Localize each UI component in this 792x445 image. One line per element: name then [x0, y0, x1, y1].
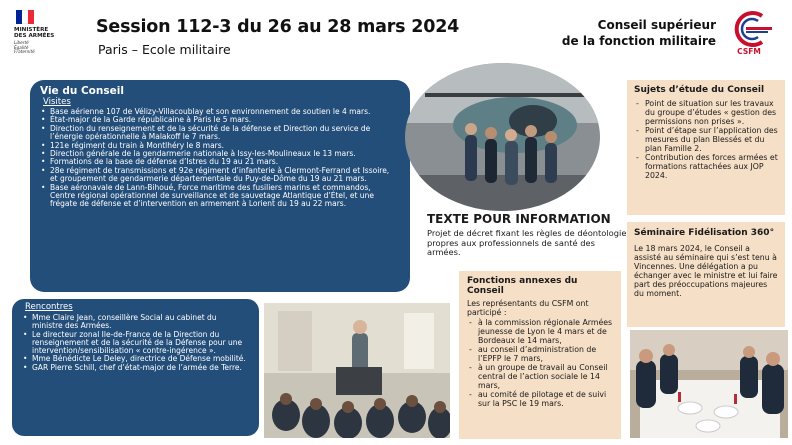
seminaire-box	[627, 222, 785, 327]
list-item: - Point d’étape sur l’application des mesures du plan Blessés et du plan Famille 2.	[634, 126, 779, 153]
list-item: • Mme Claire Jean, conseillère Social au cabinet du ministre des Armées.	[22, 314, 249, 331]
seminaire-body: Le 18 mars 2024, le Conseil a assisté au séminaire qui s’est tenu à Vincennes. Une délégation a pu échanger avec le ministre et lui faire part des préoccupations majeures du moment.	[634, 244, 778, 298]
ministry-motto: Liberté Égalité Fraternité	[14, 39, 35, 55]
list-item: • Base aérienne 107 de Vélizy-Villacoublay et son environnement de soutien le 4 mars.	[40, 108, 398, 116]
list-item: - Point de situation sur les travaux du groupe d’études « gestion des permissions non prises ».	[634, 99, 779, 126]
list-item: • Direction du renseignement et de la sécurité de la défense et Direction du service de l’énergie opérationnelle à Malakoff le 7 mars.	[40, 125, 398, 142]
list-item: - Contribution des forces armées et formations rattachées aux JOP 2024.	[634, 153, 779, 180]
fonctions-annexes-list	[467, 318, 615, 408]
list-item: - au conseil d’administration de l’EPFP le 7 mars,	[467, 345, 615, 363]
csfm-logo	[722, 10, 776, 58]
rencontres-label: Rencontres	[25, 302, 73, 312]
list-item: • Direction générale de la gendarmerie nationale à Issy-les-Moulineaux le 13 mars.	[40, 150, 398, 158]
list-item: - au comité de pilotage et de suivi sur la PSC le 19 mars.	[467, 390, 615, 408]
list-item: • Le directeur zonal Ile-de-France de la Direction du renseignement et de la sécurité de la Défense pour une intervention/sensibilisation « contre-ingérence ».	[22, 331, 249, 356]
ministry-name: MINISTÈRE DES ARMÉES	[14, 27, 55, 40]
ministry-logo	[14, 10, 74, 62]
conference-photo	[264, 303, 450, 438]
list-item: • GAR Pierre Schill, chef d’état-major de l’armée de Terre.	[22, 364, 249, 372]
list-item: • État-major de la Garde républicaine à Paris le 5 mars.	[40, 116, 398, 124]
page-subtitle: Paris – Ecole militaire	[98, 42, 231, 57]
list-item: • Formations de la base de défense d’Istres du 19 au 21 mars.	[40, 158, 398, 166]
vie-du-conseil-box	[30, 80, 410, 292]
helicopter-visit-photo	[405, 63, 600, 211]
list-item: • Mme Bénédicte Le Deley, directrice de Défense mobilité.	[22, 355, 249, 363]
visites-list	[40, 108, 398, 209]
list-item: • Base aéronavale de Lann-Bihoué, Force maritime des fusiliers marins et commandos, Centre régional opérationnel de surveillance et de sauvetage Atlantique d’Étel, et une frégate de défense et d’intervention en armement à Lorient du 19 au 22 mars.	[40, 184, 398, 209]
fonctions-annexes-box	[459, 271, 621, 439]
list-item: • 121e régiment du train à Montlhéry le 8 mars.	[40, 142, 398, 150]
seminaire-title: Séminaire Fidélisation 360°	[634, 228, 775, 238]
sujets-etude-list	[634, 99, 779, 180]
csfm-logo-text: CSFM	[737, 47, 761, 56]
rencontres-box	[12, 299, 259, 436]
csfm-emblem-icon	[722, 10, 776, 48]
page-title: Session 112-3 du 26 au 28 mars 2024	[96, 17, 460, 37]
sujets-etude-box	[627, 80, 785, 215]
visites-label: Visites	[43, 97, 71, 107]
org-name: Conseil supérieur de la fonction militaire	[561, 18, 716, 48]
seminar-dinner-photo	[630, 330, 788, 438]
info-title: TEXTE POUR INFORMATION	[427, 212, 611, 226]
list-item: - à la commission régionale Armées jeunesse de Lyon le 4 mars et de Bordeaux le 14 mars,	[467, 318, 615, 345]
list-item: • 28e régiment de transmissions et 92e régiment d’infanterie à Clermont-Ferrand et Issoire, et groupement de gendarmerie départementale du Puy-de-Dôme du 19 au 21 mars.	[40, 167, 398, 184]
info-body: Projet de décret fixant les règles de déontologie propres aux professionnels de santé des armées.	[427, 228, 627, 258]
vie-du-conseil-title: Vie du Conseil	[40, 85, 124, 97]
fonctions-annexes-intro: Les représentants du CSFM ont participé :	[467, 299, 589, 317]
sujets-etude-title: Sujets d’étude du Conseil	[634, 85, 765, 95]
list-item: - à un groupe de travail au Conseil central de l’action sociale le 14 mars,	[467, 363, 615, 390]
fonctions-annexes-title: Fonctions annexes du Conseil	[467, 276, 578, 296]
rencontres-list	[22, 314, 249, 372]
french-flag-icon	[16, 10, 34, 24]
